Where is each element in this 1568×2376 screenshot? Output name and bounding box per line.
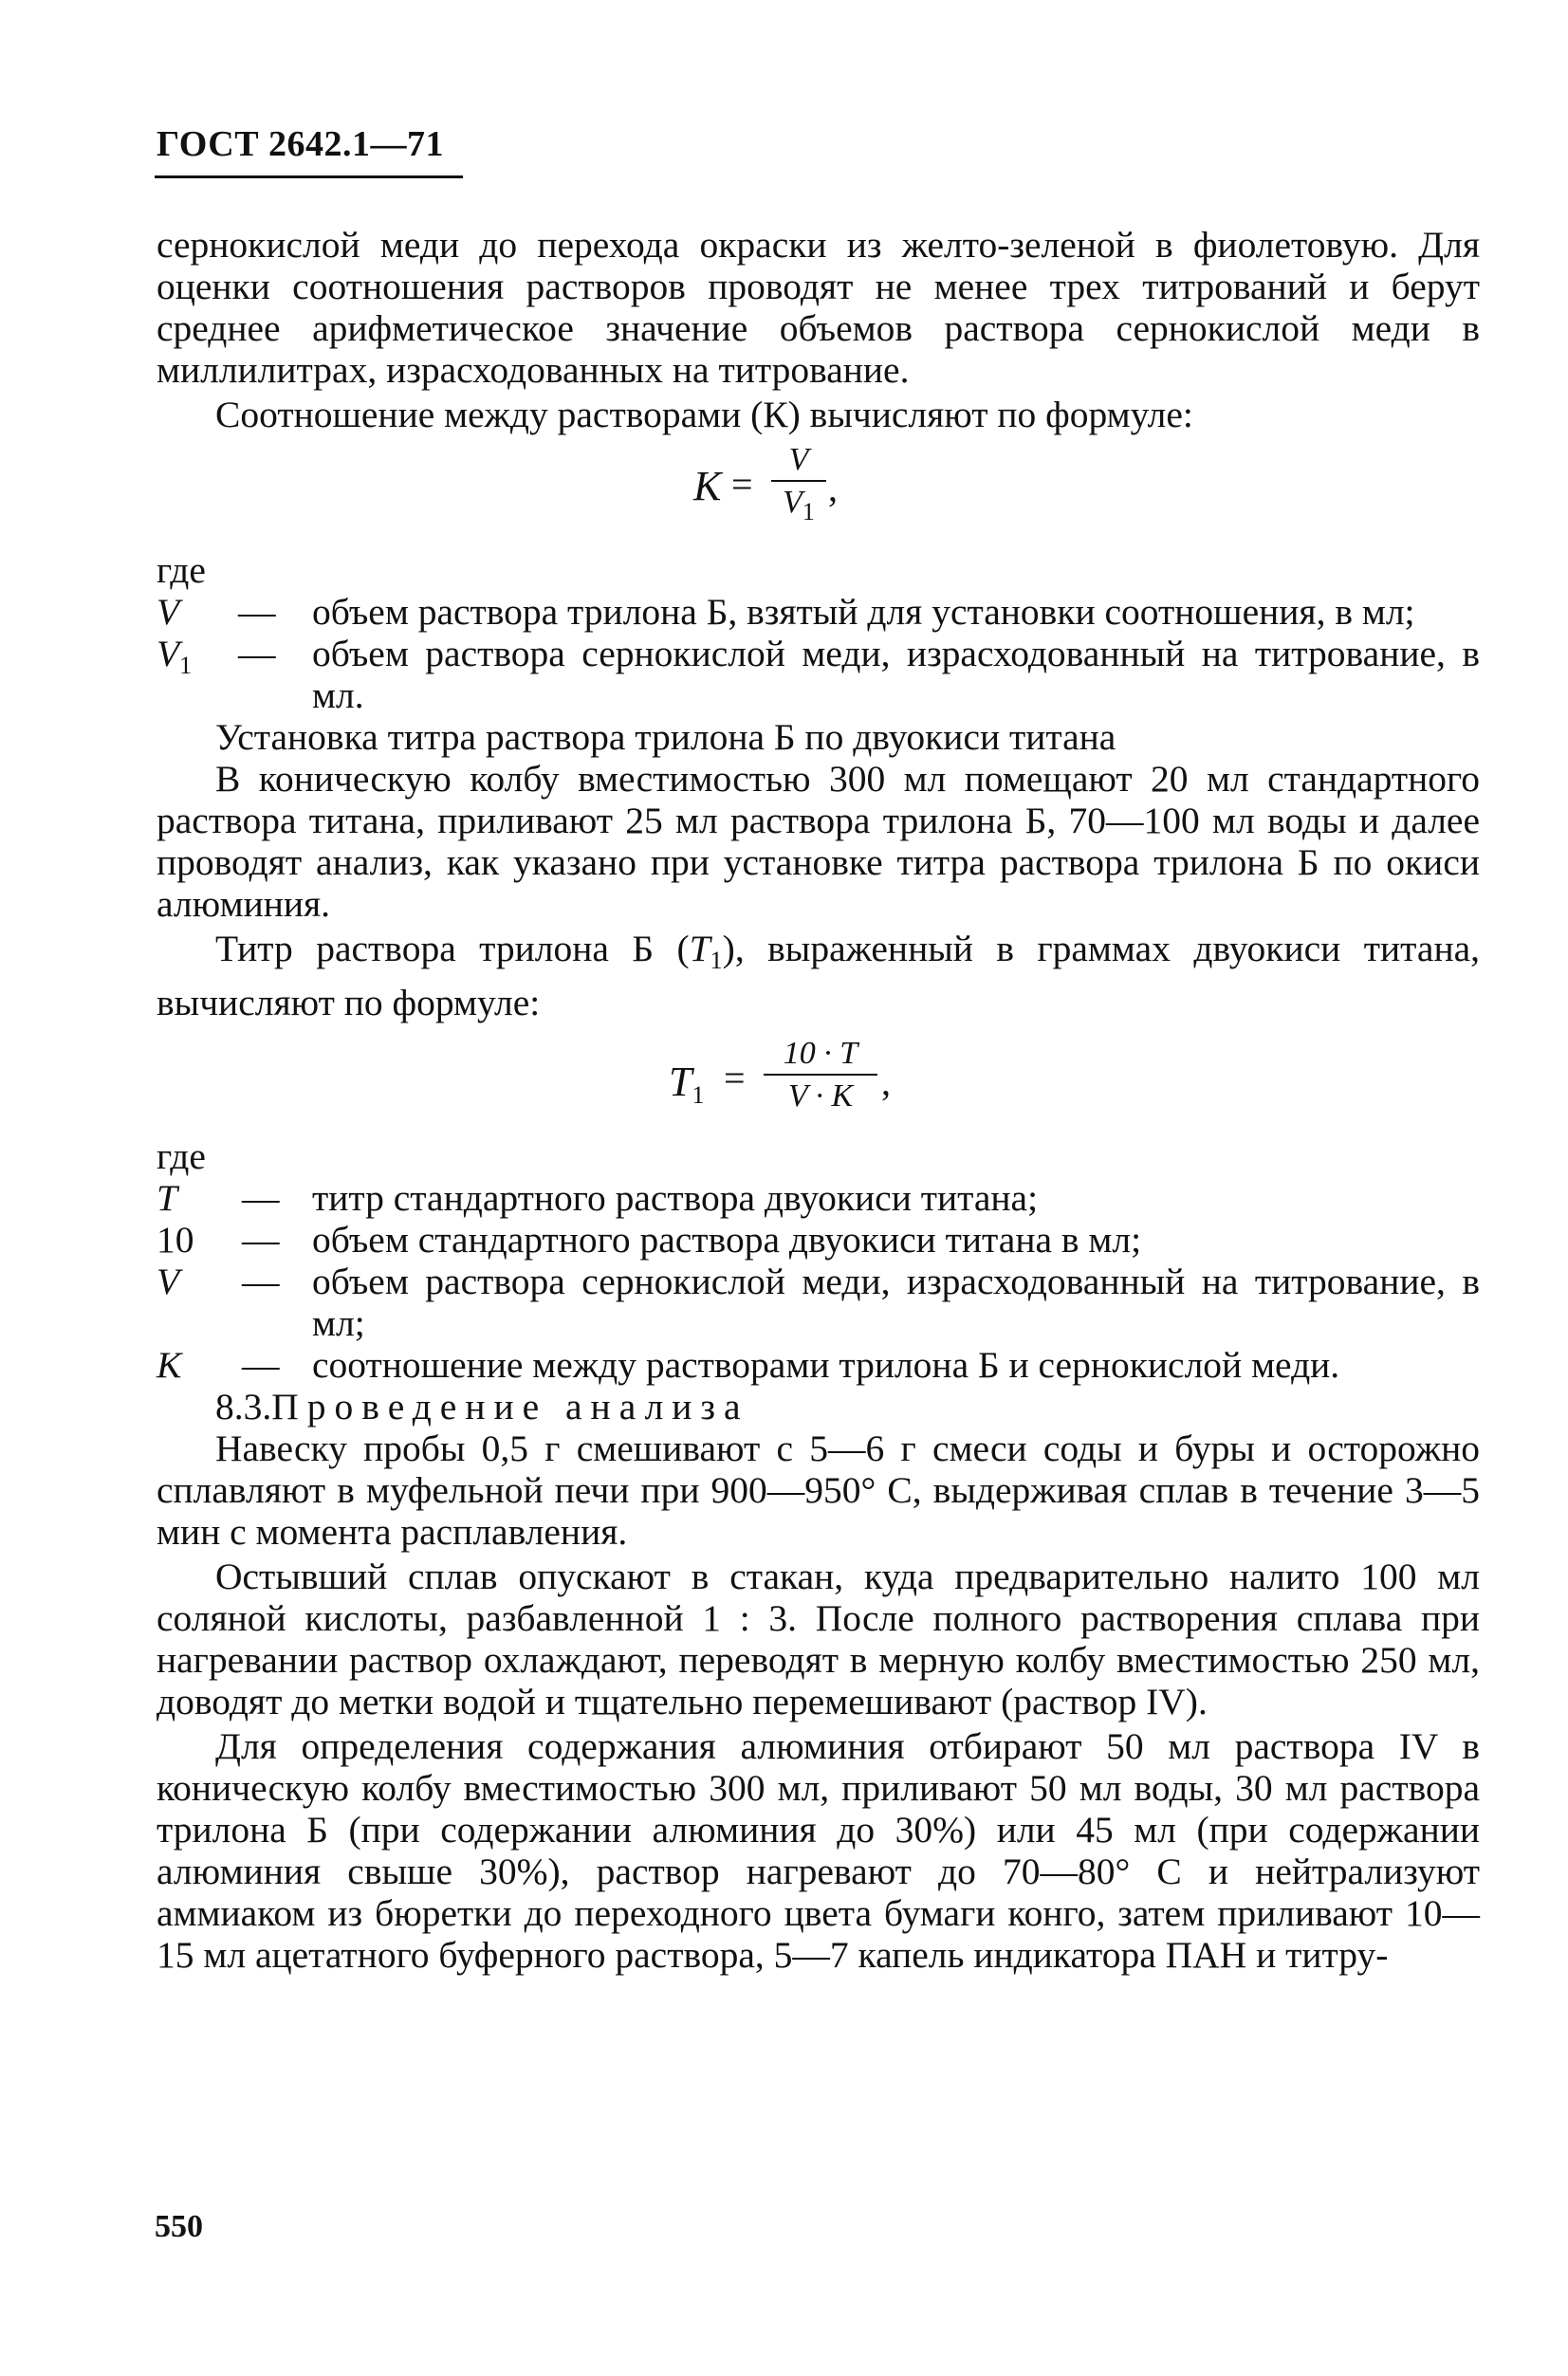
definition-symbol: К (157, 1344, 182, 1386)
definition-v1 (157, 633, 1480, 716)
formula-titer-comma: , (881, 1060, 891, 1103)
where-label-1: где (157, 549, 206, 591)
section-title: Проведение анализа (271, 1386, 749, 1427)
fraction-bar (771, 480, 826, 482)
definitions-list-2 (157, 1177, 1480, 1386)
definition-symbol: 10 (157, 1219, 194, 1261)
definition-text: объем раствора сернокислой меди, израсходованный на титрование, в мл; (312, 1261, 1480, 1344)
definition-text: титр стандартного раствора двуокиси титана; (312, 1177, 1039, 1219)
formula-titer-denominator: V · K (787, 1078, 854, 1114)
formula-ratio-denominator (771, 484, 826, 531)
formula-ratio-equals: = (731, 463, 753, 506)
denominator-subscript: 1 (802, 498, 815, 525)
formula-ratio-numerator: V (788, 442, 809, 477)
paragraph-titer-intro: Титр раствора трилона Б $(T_1)$, выраженный в граммах двуокиси титана, вычисляют по формуле: (157, 928, 1480, 1023)
formula-titer-equals: = (724, 1057, 746, 1099)
formula-titer-fraction (764, 1035, 877, 1115)
fraction-bar (764, 1074, 877, 1076)
definition-v-copper (157, 1261, 1480, 1344)
paragraph-dissolution: Остывший сплав опускают в стакан, куда предварительно налито 100 мл соляной кислоты, разбавленной 1 : 3. После полного растворения сплава при нагревании раствор охлаждают, переводят в мерную колбу вместимостью 250 мл, доводят до метки водой и тщательно перемешивают (раствор IV). (157, 1556, 1480, 1722)
formula-ratio-comma: , (828, 467, 838, 509)
paragraph-titanium-procedure: В коническую колбу вместимостью 300 мл помещают 20 мл стандартного раствора титана, приливают 25 мл раствора трилона Б, 70—100 мл воды и далее проводят анализ, как указано при установке титра раствора трилона Б по окиси алюминия. (157, 758, 1480, 925)
paragraph-ratio-intro: Соотношение между растворами (К) вычисляют по формуле: (215, 394, 1193, 435)
definition-v (157, 591, 1480, 633)
definition-symbol: V (157, 591, 180, 633)
formula-ratio-k (157, 435, 1480, 549)
header-underline (155, 175, 463, 178)
formula-ratio-fraction (771, 441, 826, 531)
definition-text: соотношение между растворами трилона Б и сернокислой меди. (312, 1344, 1340, 1386)
document-header: ГОСТ 2642.1—71 (157, 124, 445, 164)
definitions-list-1 (157, 591, 1480, 716)
document-body (157, 224, 1480, 1976)
paragraph-sample-fusion: Навеску пробы 0,5 г смешивают с 5—6 г смеси соды и буры и осторожно сплавляют в муфельной печи при 900—950° С, выдерживая сплав в течение 3—5 мин с момента расплавления. (157, 1427, 1480, 1553)
formula-ratio-lhs: К (693, 463, 722, 509)
section-number: 8.3. (215, 1386, 272, 1427)
formula-titer-numerator: 10 · T (783, 1036, 858, 1071)
formula-titer-lhs: $T_1$ (669, 1059, 705, 1109)
denominator-symbol: V (783, 485, 802, 520)
definition-text: объем раствора трилона Б, взятый для установки соотношения, в мл; (312, 591, 1415, 633)
definition-symbol: $V_1$ (157, 633, 193, 679)
paragraph-aluminium-determination: Для определения содержания алюминия отбирают 50 мл раствора IV в коническую колбу вместимостью 300 мл, приливают 50 мл воды, 30 мл раствора трилона Б (при содержании алюминия до 30%) или 45 мл (при содержании алюминия свыше 30%), раствор нагревают до 70—80° С и нейтрализуют аммиаком из бюретки до переходного цвета бумаги конго, затем приливают 10—15 мл ацетатного буферного раствора, 5—7 капель индикатора ПАН и титру- (157, 1725, 1480, 1976)
definition-k (157, 1344, 1480, 1386)
definition-t (157, 1177, 1480, 1219)
definition-10 (157, 1219, 1480, 1261)
where-label-2: где (157, 1135, 206, 1177)
definition-dash: — (242, 1261, 280, 1302)
definition-dash: — (242, 1177, 280, 1219)
paragraph-titration-continuation: сернокислой меди до перехода окраски из желто-зеленой в фиолетовую. Для оценки соотношения растворов проводят не менее трех титрований и берут среднее арифметическое значение объемов раствора сернокислой меди в миллилитрах, израсходованных на титрование. (157, 224, 1480, 391)
section-heading-8-3 (157, 1386, 1480, 1427)
definition-text: объем стандартного раствора двуокиси титана в мл; (312, 1219, 1142, 1261)
definition-dash: — (242, 1344, 280, 1386)
definition-dash: — (238, 591, 276, 633)
formula-titer-t1 (157, 1023, 1480, 1135)
page-number: 550 (155, 2209, 203, 2244)
subheading-titanium-titer: Установка титра раствора трилона Б по двуокиси титана (215, 716, 1116, 758)
definition-dash: — (242, 1219, 280, 1261)
definition-symbol: V (157, 1261, 180, 1302)
definition-dash: — (238, 633, 276, 674)
definition-text: объем раствора сернокислой меди, израсходованный на титрование, в мл. (312, 633, 1480, 716)
definition-symbol: T (157, 1177, 177, 1219)
